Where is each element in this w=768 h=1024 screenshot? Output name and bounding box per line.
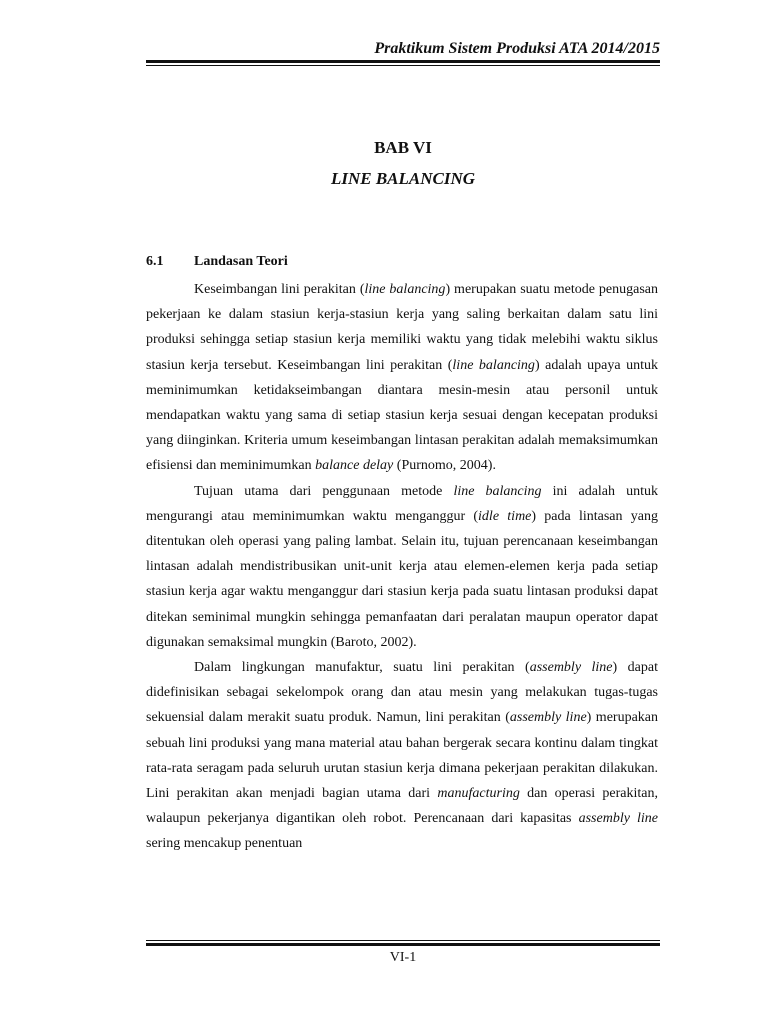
text-run: dan operasi perakitan, walaupun pekerjanya digantikan oleh robot. Perencanaan dari kapasitas — [146, 786, 658, 827]
italic-term: line balancing — [452, 357, 535, 373]
italic-term: manufacturing — [437, 786, 520, 802]
text-run: ) dapat didefinisikan sebagai sekelompok orang dan atau mesin yang melakukan tugas-tugas sekuensial dalam merakit suatu produk. Namun, lini perakitan ( — [146, 660, 658, 726]
chapter-label: BAB VI — [374, 138, 432, 157]
footer-rule — [146, 940, 660, 946]
paragraph-2 — [146, 479, 658, 655]
text-run: ) merupakan sebuah lini produksi yang mana material atau bahan bergerak secara kontinu dalam tingkat rata-rata seragam pada seluruh urutan stasiun kerja dimana pekerjaan perakitan dilakukan. Lini perakitan akan menjadi bagian utama dari — [146, 710, 658, 802]
italic-term: assembly line — [529, 660, 613, 676]
italic-term: line balancing — [364, 282, 446, 297]
text-run: ini adalah untuk mengurangi atau meminimumkan waktu menganggur ( — [146, 483, 658, 524]
paragraph-1 — [146, 277, 658, 479]
text-run: Dalam lingkungan manufaktur, suatu lini perakitan ( — [194, 660, 530, 676]
italic-term: line balancing — [453, 483, 542, 499]
header-rule — [146, 60, 660, 66]
chapter-heading — [146, 138, 660, 189]
paragraph-3 — [146, 655, 658, 857]
text-run: ) pada lintasan yang ditentukan oleh operasi yang paling lambat. Selain itu, tujuan perencanaan keseimbangan lintasan adalah mendistribusikan unit-unit kerja atau elemen-elemen kerja pada setiap stasiun kerja agar waktu menganggur dari stasiun kerja pada suatu lintasan produksi dapat ditekan seminimal mungkin sehingga pemanfaatan dari peralatan maupun operator dapat digunakan semaksimal mungkin (Baroto, 2002). — [146, 508, 658, 650]
italic-term: assembly line — [509, 710, 587, 726]
section-number: 6.1 — [146, 254, 164, 269]
text-run: Tujuan utama dari penggunaan metode — [194, 483, 454, 499]
italic-term: assembly line — [578, 811, 658, 827]
section-heading — [146, 254, 288, 270]
body-text — [146, 277, 658, 857]
text-run: (Purnomo, 2004). — [393, 458, 496, 474]
chapter-title: LINE BALANCING — [330, 169, 476, 188]
text-run: sering mencakup penentuan — [146, 836, 303, 852]
section-title: Landasan Teori — [194, 254, 288, 269]
page-number: VI-1 — [389, 950, 417, 965]
text-run: Keseimbangan lini perakitan ( — [194, 282, 365, 297]
running-header-title: Praktikum Sistem Produksi ATA 2014/2015 — [374, 40, 660, 57]
text-run: ) merupakan suatu metode penugasan pekerjaan ke dalam stasiun kerja-stasiun kerja yang saling berkaitan dalam satu lini produksi sehingga setiap stasiun kerja memiliki waktu yang tidak melebihi waktu siklus stasiun kerja tersebut. Keseimbangan lini perakitan ( — [146, 282, 658, 373]
italic-term: idle time — [478, 508, 532, 524]
italic-term: balance delay — [315, 458, 394, 474]
text-run: ) adalah upaya untuk meminimumkan ketidakseimbangan diantara mesin-mesin atau personil untuk mendapatkan waktu yang sama di setiap stasiun kerja sesuai dengan kecepatan produksi yang diinginkan. Kriteria umum keseimbangan lintasan perakitan adalah memaksimumkan efisiensi dan meminimumkan — [146, 357, 659, 474]
